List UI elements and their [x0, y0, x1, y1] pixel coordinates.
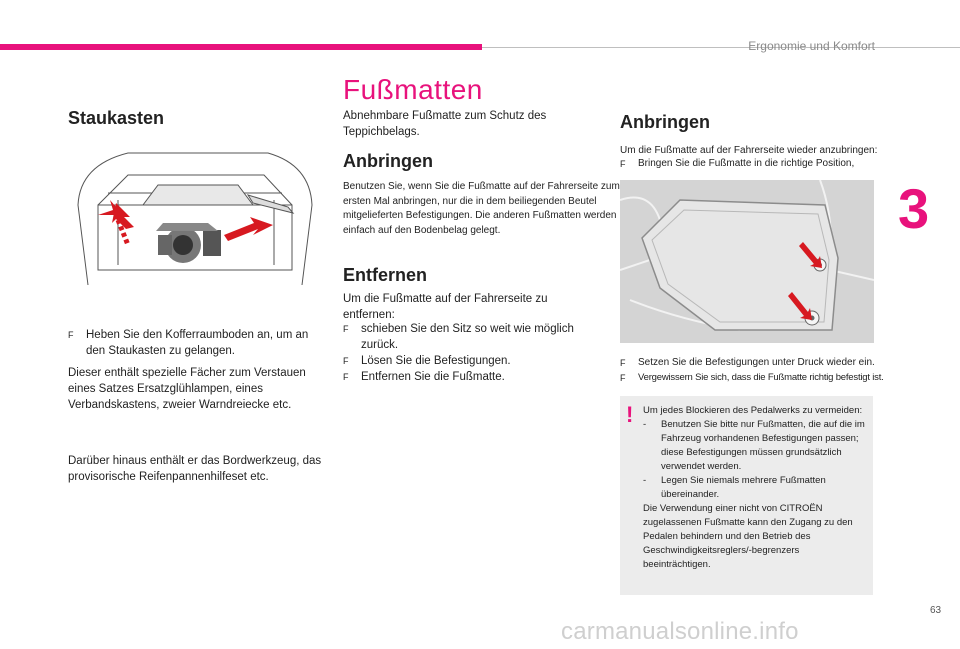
bullet-marker: F [620, 159, 626, 169]
section-heading-entfernen: Entfernen [343, 265, 428, 285]
dash-marker: - [643, 419, 647, 430]
fussmatten-intro: Abnehmbare Fußmatte zum Schutz des Teppichbelags. [343, 110, 547, 138]
watermark: carmanualsonline.info [561, 618, 799, 645]
list-item [620, 157, 890, 172]
warning-outro: Die Verwendung einer nicht von CITROËN zugelassenen Fußmatte kann den Zugang zu den Pedalen behindern und den Betrieb des Geschwindigkeitsreglers/-begrenzers beeinträchtigen. [643, 503, 853, 570]
warning-item: Benutzen Sie bitte nur Fußmatten, die auf die im Fahrzeug vorhandenen Befestigungen passen; diese Befestigungen müssen grundsätzlich verwendet werden. [661, 419, 865, 472]
header-accent-bar [0, 44, 482, 50]
entfernen-step: Lösen Sie die Befestigungen. [361, 355, 511, 367]
chapter-number: 3 [898, 177, 930, 240]
list-item [620, 356, 890, 371]
header-rule [482, 47, 960, 48]
section-heading-anbringen: Anbringen [343, 151, 433, 171]
warning-intro: Um jedes Blockieren des Pedalwerks zu vermeiden: [643, 405, 863, 416]
section-heading-staukasten: Staukasten [68, 108, 165, 128]
entfernen-list [343, 321, 603, 385]
staukasten-tools-text: Darüber hinaus enthält er das Bordwerkzeug, das provisorische Reifenpannenhilfeset etc. [68, 455, 322, 483]
floor-mat-illustration [620, 180, 874, 343]
anbringen-right-step: Setzen Sie die Befestigungen unter Druck wieder ein. [638, 357, 875, 368]
page-number: 63 [930, 605, 942, 616]
anbringen-right-step: Vergewissern Sie sich, dass die Fußmatte richtig befestigt ist. [638, 372, 884, 383]
list-item [343, 353, 603, 369]
staukasten-description: Dieser enthält spezielle Fächer zum Verstauen eines Satzes Ersatzglühlampen, eines Verbandskastens, zweier Warndreiecke etc. [68, 367, 306, 411]
list-item [643, 474, 869, 502]
bullet-marker: F [68, 330, 74, 340]
entfernen-intro: Um die Fußmatte auf der Fahrerseite zu entfernen: [343, 293, 548, 321]
anbringen-right-step: Bringen Sie die Fußmatte in die richtige Position, [638, 158, 855, 169]
bullet-marker: F [620, 358, 626, 368]
page-title: Fußmatten [343, 74, 483, 105]
warning-icon: ! [626, 402, 634, 427]
staukasten-step: Heben Sie den Kofferraumboden an, um an den Staukasten zu gelangen. [86, 329, 309, 357]
anbringen-text: Benutzen Sie, wenn Sie die Fußmatte auf der Fahrerseite zum ersten Mal anbringen, nur die in dem beiliegenden Beutel mitgelieferten Befestigungen. Die anderen Fußmatten werden einfach auf den Bodenbelag gelegt. [343, 181, 620, 236]
dash-marker: - [643, 475, 647, 486]
warning-content [643, 404, 869, 572]
list-item [68, 327, 318, 359]
warning-item: Legen Sie niemals mehrere Fußmatten übereinander. [661, 475, 826, 500]
entfernen-step: Entfernen Sie die Fußmatte. [361, 371, 505, 383]
bullet-marker: F [343, 372, 349, 382]
bullet-marker: F [343, 356, 349, 366]
entfernen-step: schieben Sie den Sitz so weit wie möglich zurück. [361, 323, 574, 351]
list-item [620, 371, 890, 386]
chapter-title: Ergonomie und Komfort [748, 39, 875, 53]
bullet-marker: F [343, 324, 349, 334]
list-item [343, 369, 603, 385]
trunk-storage-illustration [68, 145, 322, 290]
section-heading-anbringen-right: Anbringen [620, 112, 710, 132]
list-item [643, 418, 869, 474]
list-item [343, 321, 603, 353]
anbringen-right-intro: Um die Fußmatte auf der Fahrerseite wieder anzubringen: [620, 145, 878, 156]
bullet-marker: F [620, 373, 626, 383]
